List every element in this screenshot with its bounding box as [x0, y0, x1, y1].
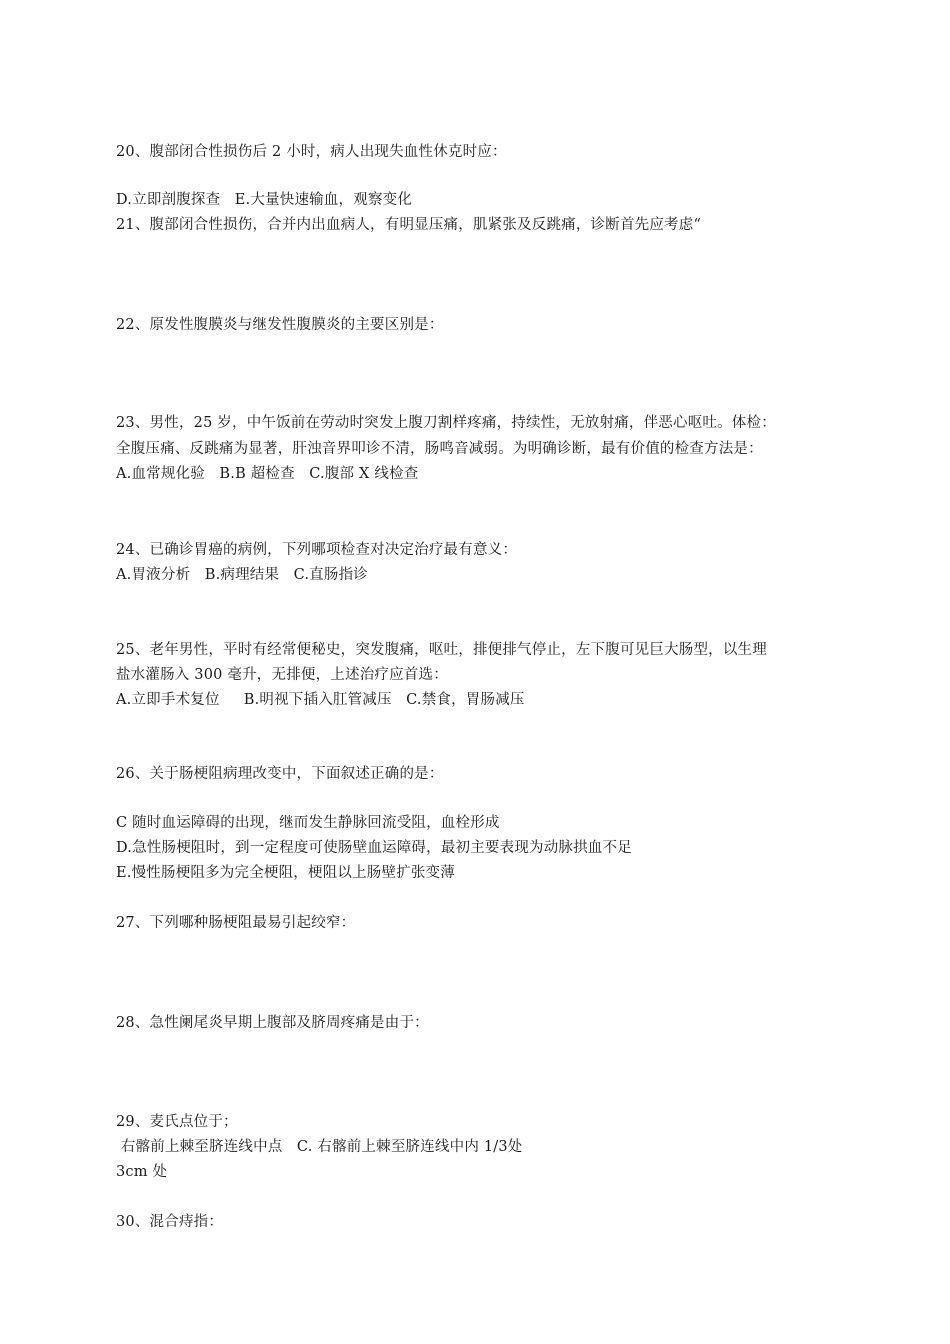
question-24: 24、已确诊胃癌的病例，下列哪项检查对决定治疗最有意义： [116, 542, 518, 558]
question-25-line-2: 盐水灌肠入 300 毫升，无排便，上述治疗应首选： [116, 667, 448, 683]
question-23-line-1: 23、男性，25 岁，中午饭前在劳动时突发上腹刀割样疼痛，持续性，无放射痛，伴恶心呕吐。体检： [116, 415, 776, 431]
question-28: 28、急性阑尾炎早期上腹部及脐周疼痛是由于： [116, 1015, 429, 1031]
question-27: 27、下列哪种肠梗阻最易引起绞窄： [116, 915, 356, 931]
question-23-options: A.血常规化验 B.B 超检查 C.腹部 X 线检查 [116, 466, 419, 482]
question-21: 21、腹部闭合性损伤，合并内出血病人，有明显压痛，肌紧张及反跳痛，诊断首先应考虑“ [116, 217, 702, 233]
question-26-option-d: D.急性肠梗阻时，到一定程度可使肠壁血运障碍，最初主要表现为动脉拱血不足 [116, 840, 632, 856]
question-25-line-1: 25、老年男性，平时有经常便秘史，突发腹痛，呕吐，排便排气停止，左下腹可见巨大肠型，以生理 [116, 642, 767, 658]
question-29-fragment: 3cm 处 [116, 1164, 168, 1180]
question-24-options: A.胃液分析 B.病理结果 C.直肠指诊 [116, 567, 368, 583]
question-23-line-2: 全腹压痛、反跳痛为显著，肝浊音界叩诊不清，肠鸣音减弱。为明确诊断，最有价值的检查方法是： [116, 441, 763, 457]
question-25-options: A.立即手术复位 B.明视下插入肛管减压 C.禁食，胃肠减压 [116, 692, 525, 708]
question-30: 30、混合痔指： [116, 1214, 224, 1230]
question-20-options: D.立即剖腹探查 E.大量快速输血，观察变化 [116, 192, 413, 208]
question-26-option-e: E.慢性肠梗阻多为完全梗阻，梗阻以上肠壁扩张变薄 [116, 865, 455, 881]
question-29-options: 右髂前上棘至脐连线中点 C. 右髂前上棘至脐连线中内 1/3处 [116, 1139, 523, 1155]
question-26: 26、关于肠梗阻病理改变中，下面叙述正确的是： [116, 766, 444, 782]
question-29: 29、麦氏点位于； [116, 1114, 238, 1130]
question-22: 22、原发性腹膜炎与继发性腹膜炎的主要区别是： [116, 317, 444, 333]
question-20: 20、腹部闭合性损伤后 2 小时，病人出现失血性休克时应： [116, 144, 507, 160]
question-26-option-c: C 随时血运障碍的出现，继而发生静脉回流受阻，血栓形成 [116, 815, 500, 831]
